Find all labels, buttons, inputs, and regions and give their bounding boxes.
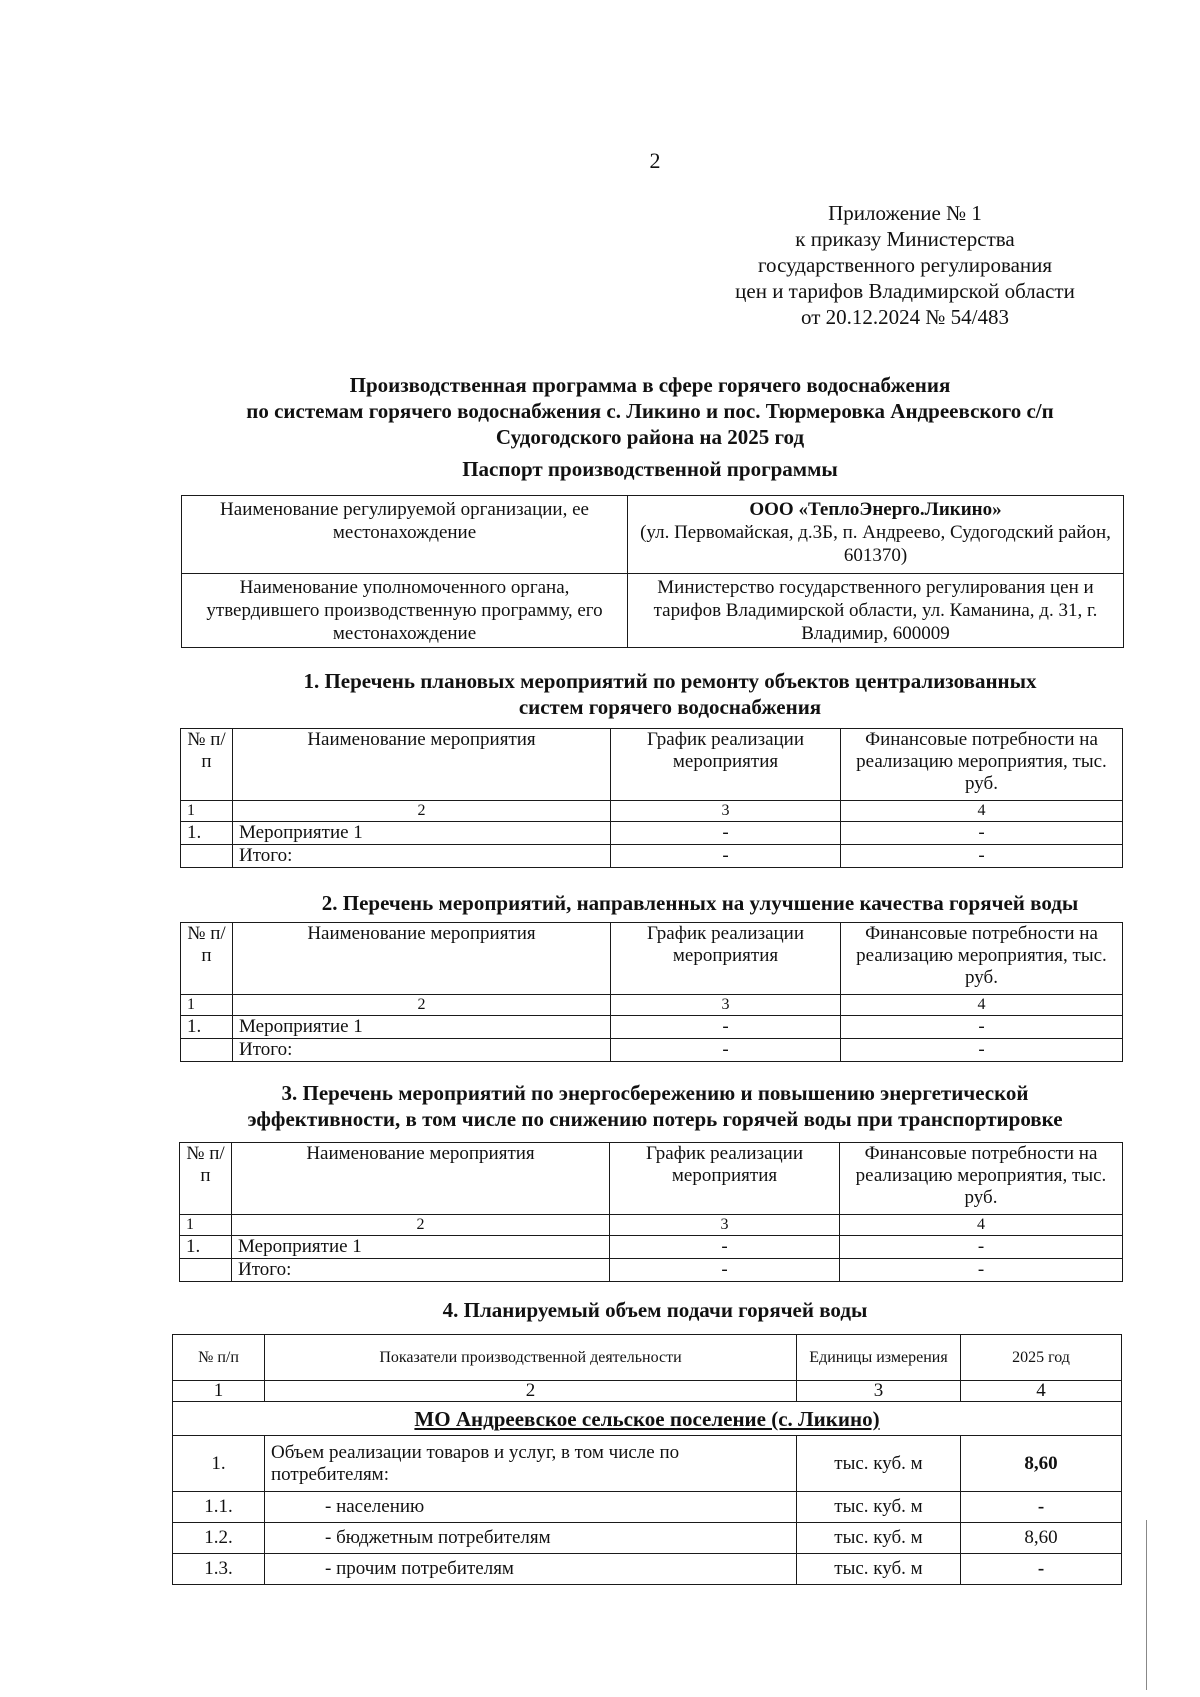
index-cell: 4 — [961, 1381, 1122, 1402]
cell-schedule: - — [611, 845, 841, 868]
table-row — [181, 1039, 1123, 1062]
cell-unit: тыс. куб. м — [797, 1554, 961, 1585]
header-name: Наименование мероприятия — [232, 1143, 610, 1215]
passport-value: Министерство государственного регулирования цен и тарифов Владимирской области, ул. Каманина, д. 31, г. Владимир, 600009 — [628, 574, 1124, 648]
cell-name: Мероприятие 1 — [233, 822, 611, 845]
section2-table — [180, 922, 1123, 1062]
index-cell: 2 — [265, 1381, 797, 1402]
index-cell: 3 — [797, 1381, 961, 1402]
index-cell: 1 — [181, 995, 233, 1016]
cell-name: Итого: — [233, 845, 611, 868]
section-title-line: 1. Перечень плановых мероприятий по ремонту объектов централизованных — [303, 669, 1037, 693]
header-name: Наименование мероприятия — [233, 729, 611, 801]
appendix-line: Приложение № 1 — [828, 201, 982, 225]
cell-value: - — [961, 1554, 1122, 1585]
table-index-row — [173, 1381, 1122, 1402]
table-row — [173, 1436, 1122, 1492]
organization-address: (ул. Первомайская, д.3Б, п. Андреево, Судогодский район, 601370) — [640, 522, 1111, 566]
cell-num: 1.1. — [173, 1492, 265, 1523]
table-header-row — [180, 1143, 1123, 1215]
cell-num: 1. — [181, 822, 233, 845]
index-cell: 3 — [611, 995, 841, 1016]
table-row — [180, 1236, 1123, 1259]
table-index-row — [180, 1215, 1123, 1236]
header-name: Наименование мероприятия — [233, 923, 611, 995]
section1-title — [240, 668, 1100, 720]
index-cell: 4 — [841, 995, 1123, 1016]
table-row — [182, 496, 1124, 574]
header-schedule: График реализации мероприятия — [610, 1143, 840, 1215]
index-cell: 4 — [841, 801, 1123, 822]
header-num: № п/п — [181, 923, 233, 995]
cell-name: Мероприятие 1 — [233, 1016, 611, 1039]
section-title-line: 3. Перечень мероприятий по энергосбережению и повышению энергетической — [281, 1081, 1029, 1105]
appendix-line: цен и тарифов Владимирской области — [735, 279, 1075, 303]
appendix-block — [700, 200, 1110, 330]
section4-title: 4. Планируемый объем подачи горячей воды — [442, 1298, 868, 1322]
cell-unit: тыс. куб. м — [797, 1523, 961, 1554]
cell-finance: - — [840, 1236, 1123, 1259]
table-row — [181, 1016, 1123, 1039]
table-row — [181, 822, 1123, 845]
cell-value: - — [961, 1492, 1122, 1523]
index-cell: 2 — [233, 995, 611, 1016]
header-finance: Финансовые потребности на реализацию мероприятия, тыс. руб. — [840, 1143, 1123, 1215]
cell-name: Мероприятие 1 — [232, 1236, 610, 1259]
cell-schedule: - — [611, 1016, 841, 1039]
table-row — [181, 845, 1123, 868]
cell-indicator: Объем реализации товаров и услуг, в том числе по потребителям: — [265, 1436, 797, 1492]
document-title-line: по системам горячего водоснабжения с. Ликино и пос. Тюрмеровка Андреевского с/п — [246, 399, 1054, 423]
cell-schedule: - — [611, 822, 841, 845]
table-row — [182, 574, 1124, 648]
table-row — [180, 1259, 1123, 1282]
cell-name: Итого: — [233, 1039, 611, 1062]
header-schedule: График реализации мероприятия — [611, 729, 841, 801]
table-index-row — [181, 801, 1123, 822]
index-cell: 4 — [840, 1215, 1123, 1236]
cell-value: 8,60 — [961, 1523, 1122, 1554]
document-title — [150, 372, 1150, 450]
cell-finance: - — [840, 1259, 1123, 1282]
section2-title: 2. Перечень мероприятий, направленных на улучшение качества горячей воды — [321, 891, 1079, 915]
cell-num: 1. — [180, 1236, 232, 1259]
table-header-row — [181, 923, 1123, 995]
header-indicator: Показатели производственной деятельности — [265, 1335, 797, 1381]
appendix-line: государственного регулирования — [757, 253, 1053, 277]
cell-schedule: - — [610, 1236, 840, 1259]
document-title-line: Производственная программа в сфере горячего водоснабжения — [349, 373, 951, 397]
cell-indicator: - бюджетным потребителям — [265, 1523, 797, 1554]
cell-num: 1. — [173, 1436, 265, 1492]
cell-indicator: - прочим потребителям — [265, 1554, 797, 1585]
cell-num: 1. — [181, 1016, 233, 1039]
passport-label: Наименование регулируемой организации, ее местонахождение — [182, 496, 628, 574]
group-title: МО Андреевское сельское поселение (с. Ликино) — [173, 1402, 1122, 1436]
index-cell: 3 — [610, 1215, 840, 1236]
table-row — [173, 1554, 1122, 1585]
index-cell: 1 — [180, 1215, 232, 1236]
document-title-line: Судогодского района на 2025 год — [495, 425, 805, 449]
organization-name: ООО «ТеплоЭнерго.Ликино» — [749, 499, 1002, 520]
table-header-row — [181, 729, 1123, 801]
section4-table — [172, 1334, 1122, 1585]
cell-num: 1.3. — [173, 1554, 265, 1585]
cell-schedule: - — [610, 1259, 840, 1282]
scan-edge-line — [1146, 1520, 1147, 1690]
cell-value: 8,60 — [961, 1436, 1122, 1492]
section-title-line: эффективности, в том числе по снижению потерь горячей воды при транспортировке — [247, 1107, 1063, 1131]
header-finance: Финансовые потребности на реализацию мероприятия, тыс. руб. — [841, 729, 1123, 801]
cell-finance: - — [841, 1039, 1123, 1062]
header-num: № п/п — [180, 1143, 232, 1215]
index-cell: 1 — [173, 1381, 265, 1402]
table-header-row — [173, 1335, 1122, 1381]
table-row — [173, 1492, 1122, 1523]
cell-indicator: - населению — [265, 1492, 797, 1523]
cell-schedule: - — [611, 1039, 841, 1062]
header-unit: Единицы измерения — [797, 1335, 961, 1381]
passport-value — [628, 496, 1124, 574]
table-index-row — [181, 995, 1123, 1016]
section3-title — [150, 1080, 1160, 1132]
header-num: № п/п — [173, 1335, 265, 1381]
group-row — [173, 1402, 1122, 1436]
header-finance: Финансовые потребности на реализацию мероприятия, тыс. руб. — [841, 923, 1123, 995]
passport-label: Наименование уполномоченного органа, утвердившего производственную программу, его местонахождение — [182, 574, 628, 648]
cell-name: Итого: — [232, 1259, 610, 1282]
page-number: 2 — [649, 148, 661, 173]
cell-num — [180, 1259, 232, 1282]
passport-table — [181, 495, 1124, 648]
cell-num — [181, 845, 233, 868]
section1-table — [180, 728, 1123, 868]
table-row — [173, 1523, 1122, 1554]
cell-finance: - — [841, 822, 1123, 845]
cell-unit: тыс. куб. м — [797, 1436, 961, 1492]
cell-num — [181, 1039, 233, 1062]
passport-heading: Паспорт производственной программы — [462, 457, 838, 481]
header-num: № п/п — [181, 729, 233, 801]
cell-finance: - — [841, 845, 1123, 868]
header-year: 2025 год — [961, 1335, 1122, 1381]
section-title-line: систем горячего водоснабжения — [518, 695, 822, 719]
cell-num: 1.2. — [173, 1523, 265, 1554]
appendix-line: к приказу Министерства — [795, 227, 1015, 251]
header-schedule: График реализации мероприятия — [611, 923, 841, 995]
cell-unit: тыс. куб. м — [797, 1492, 961, 1523]
cell-finance: - — [841, 1016, 1123, 1039]
index-cell: 2 — [232, 1215, 610, 1236]
index-cell: 3 — [611, 801, 841, 822]
appendix-line: от 20.12.2024 № 54/483 — [800, 305, 1010, 329]
index-cell: 2 — [233, 801, 611, 822]
index-cell: 1 — [181, 801, 233, 822]
section3-table — [179, 1142, 1123, 1282]
